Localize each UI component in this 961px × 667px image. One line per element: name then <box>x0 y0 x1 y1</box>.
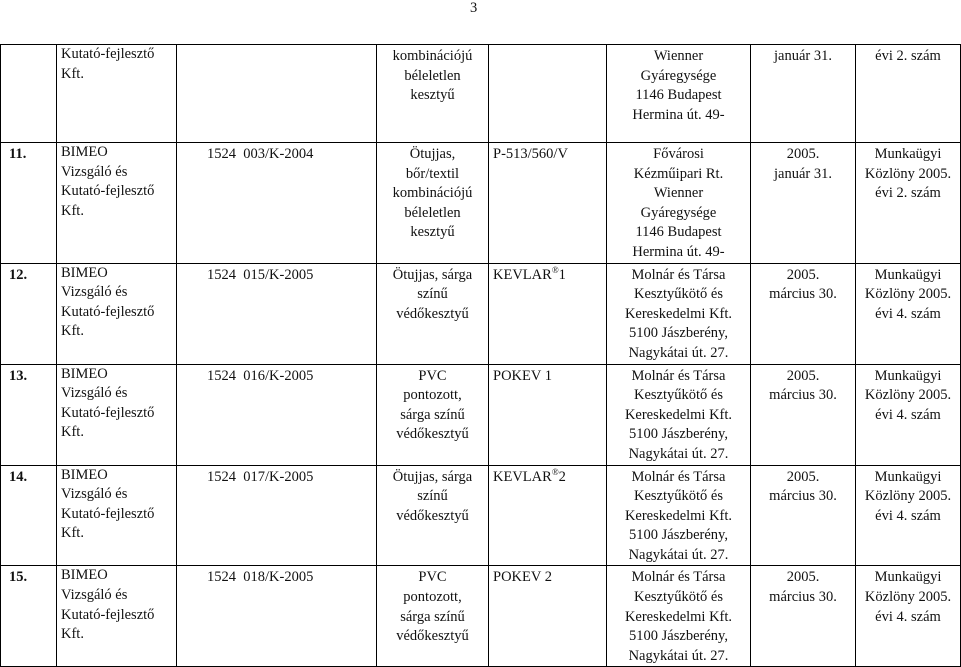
publication-cell <box>856 45 961 143</box>
manufacturer-line: Kereskedelmi Kft. <box>624 305 733 322</box>
testing-organization-line: Vizsgáló és <box>61 587 128 604</box>
publication-line: Közlöny 2005. <box>864 286 952 303</box>
manufacturer-line: Molnár és Társa <box>631 468 726 485</box>
publication-line: évi 4. szám <box>875 406 941 423</box>
product-type-cell <box>489 45 607 143</box>
row-number-cell <box>1 364 57 465</box>
table-row <box>1 465 961 566</box>
product-type: KEVLAR <box>493 266 552 283</box>
product-type-cell <box>489 566 607 667</box>
manufacturer-line: 1146 Budapest <box>635 87 722 104</box>
manufacturer-line: Nagykátai út. 27. <box>628 344 729 361</box>
registered-mark: ® <box>551 264 559 275</box>
testing-organization-line: Kft. <box>61 525 84 542</box>
row-number-cell <box>1 143 57 264</box>
product-description-line: védőkesztyű <box>396 628 469 645</box>
product-type-cell <box>489 364 607 465</box>
issue-date-cell <box>751 364 856 465</box>
product-description-line: védőkesztyű <box>396 305 469 322</box>
issue-date-cell <box>751 45 856 143</box>
testing-organization-line: Kft. <box>61 424 84 441</box>
testing-organization-line: Kutató-fejlesztő <box>61 505 155 522</box>
testing-organization-line: Kft. <box>61 626 84 643</box>
publication-cell <box>856 143 961 264</box>
product-description-line: sárga színű <box>400 608 465 625</box>
manufacturer-line: 5100 Jászberény, <box>629 527 728 544</box>
product-type-cell <box>489 143 607 264</box>
manufacturer-line: 5100 Jászberény, <box>629 325 728 342</box>
manufacturer-line: Nagykátai út. 27. <box>628 445 729 462</box>
issue-date-line: március 30. <box>769 286 837 303</box>
product-description-cell <box>377 465 489 566</box>
manufacturer-cell <box>607 364 751 465</box>
testing-organization-line: Kft. <box>61 65 84 82</box>
testing-organization-cell <box>57 263 177 364</box>
certificate-number: 1524 018/K-2005 <box>207 569 314 586</box>
testing-organization-cell <box>57 143 177 264</box>
row-number: 11. <box>9 146 27 162</box>
publication-line: évi 2. szám <box>875 48 941 64</box>
product-description-line: béleletlen <box>404 67 461 84</box>
certificate-number-cell <box>177 364 377 465</box>
issue-date-line: március 30. <box>769 387 837 404</box>
row-number: 12. <box>9 266 28 283</box>
manufacturer-line: Molnár és Társa <box>631 266 726 283</box>
publication-line: Közlöny 2005. <box>864 488 952 505</box>
manufacturer-cell <box>607 465 751 566</box>
issue-date-line: 2005. <box>786 569 820 586</box>
issue-date-line: március 30. <box>769 488 837 505</box>
issue-date-cell <box>751 465 856 566</box>
publication-cell <box>856 465 961 566</box>
certificate-table <box>0 44 961 667</box>
testing-organization-cell <box>57 566 177 667</box>
issue-date-line: január 31. <box>774 48 832 64</box>
manufacturer-line: 5100 Jászberény, <box>629 426 728 443</box>
table-row <box>1 143 961 264</box>
product-description-line: pontozott, <box>403 589 462 606</box>
manufacturer-line: Kesztyűkötő és <box>634 387 723 404</box>
issue-date-line: 2005. <box>786 468 820 485</box>
certificate-number: 1524 003/K-2004 <box>207 146 314 162</box>
product-type: POKEV 2 <box>493 569 552 586</box>
manufacturer-line: Molnár és Társa <box>631 367 726 384</box>
issue-date-line: 2005. <box>786 266 820 283</box>
publication-cell <box>856 364 961 465</box>
product-type: KEVLAR <box>493 468 552 485</box>
testing-organization-line: Vizsgáló és <box>61 163 128 180</box>
testing-organization-cell <box>57 364 177 465</box>
product-type-cell <box>489 263 607 364</box>
table-row <box>1 566 961 667</box>
testing-organization-line: BIMEO <box>61 567 108 584</box>
product-description-line: PVC <box>418 569 447 586</box>
publication-line: évi 4. szám <box>875 305 941 322</box>
product-description-line: Ötujjas, sárga <box>392 468 473 485</box>
certificate-number-cell <box>177 566 377 667</box>
certificate-number-cell <box>177 45 377 143</box>
certificate-number: 1524 016/K-2005 <box>207 367 314 384</box>
publication-cell <box>856 263 961 364</box>
certificate-number-cell <box>177 263 377 364</box>
publication-line: Munkaügyi <box>874 367 942 384</box>
manufacturer-line: Kesztyűkötő és <box>634 488 723 505</box>
testing-organization-cell <box>57 465 177 566</box>
table-row <box>1 45 961 143</box>
testing-organization-line: Kutató-fejlesztő <box>61 606 155 623</box>
manufacturer-line: Hermina út. 49- <box>632 106 725 123</box>
testing-organization-line: Kutató-fejlesztő <box>61 404 155 421</box>
product-description-line: kombinációjú <box>392 185 473 202</box>
manufacturer-line: Kereskedelmi Kft. <box>624 608 733 625</box>
manufacturer-line: Wienner <box>653 48 704 64</box>
manufacturer-cell <box>607 45 751 143</box>
product-description-line: PVC <box>418 367 447 384</box>
publication-line: évi 4. szám <box>875 608 941 625</box>
issue-date-line: március 30. <box>769 589 837 606</box>
table-row <box>1 364 961 465</box>
testing-organization-line: Vizsgáló és <box>61 385 128 402</box>
publication-line: évi 4. szám <box>875 507 941 524</box>
row-number: 15. <box>9 569 28 586</box>
manufacturer-line: 5100 Jászberény, <box>629 628 728 645</box>
registered-mark: ® <box>551 466 559 477</box>
manufacturer-line: 1146 Budapest <box>635 224 722 241</box>
certificate-number: 1524 017/K-2005 <box>207 468 314 485</box>
testing-organization-line: Kutató-fejlesztő <box>61 46 155 62</box>
publication-line: Munkaügyi <box>874 266 942 283</box>
product-type: POKEV 1 <box>493 367 552 384</box>
testing-organization-cell <box>57 45 177 143</box>
testing-organization-line: Kutató-fejlesztő <box>61 303 155 320</box>
product-type: P-513/560/V <box>493 146 568 162</box>
page-number: 3 <box>470 0 478 16</box>
product-description-cell <box>377 364 489 465</box>
product-description-cell <box>377 263 489 364</box>
manufacturer-line: Kesztyűkötő és <box>634 589 723 606</box>
testing-organization-line: Kft. <box>61 323 84 340</box>
testing-organization-line: BIMEO <box>61 466 108 483</box>
testing-organization-line: Vizsgáló és <box>61 284 128 301</box>
manufacturer-line: Kereskedelmi Kft. <box>624 406 733 423</box>
product-type-suffix: 2 <box>558 468 566 485</box>
manufacturer-cell <box>607 263 751 364</box>
publication-line: Közlöny 2005. <box>864 387 952 404</box>
manufacturer-line: Fővárosi <box>653 146 704 162</box>
issue-date-cell <box>751 263 856 364</box>
testing-organization-line: BIMEO <box>61 264 108 281</box>
manufacturer-line: Hermina út. 49- <box>632 243 725 260</box>
product-description-line: kombinációjú <box>392 48 473 64</box>
manufacturer-line: Kesztyűkötő és <box>634 286 723 303</box>
product-type-cell <box>489 465 607 566</box>
issue-date-line: 2005. <box>786 146 820 162</box>
testing-organization-line: Vizsgáló és <box>61 486 128 503</box>
certificate-number-cell <box>177 465 377 566</box>
row-number-cell <box>1 45 57 143</box>
publication-line: Közlöny 2005. <box>864 589 952 606</box>
product-type-suffix: 1 <box>558 266 566 283</box>
publication-line: Munkaügyi <box>874 468 942 485</box>
product-description-cell <box>377 143 489 264</box>
product-description-line: Ötujjas, sárga <box>392 266 473 283</box>
certificate-number: 1524 015/K-2005 <box>207 266 314 283</box>
product-description-line: sárga színű <box>400 406 465 423</box>
manufacturer-line: Gyáregysége <box>640 67 717 84</box>
manufacturer-line: Kézműipari Rt. <box>633 165 724 182</box>
product-description-line: védőkesztyű <box>396 507 469 524</box>
row-number-cell <box>1 263 57 364</box>
product-description-line: színű <box>417 488 448 505</box>
product-description-line: béleletlen <box>404 204 461 221</box>
manufacturer-line: Gyáregysége <box>640 204 717 221</box>
testing-organization-line: Kutató-fejlesztő <box>61 183 155 200</box>
row-number: 13. <box>9 367 28 384</box>
testing-organization-line: Kft. <box>61 202 84 219</box>
issue-date-cell <box>751 143 856 264</box>
product-description-line: színű <box>417 286 448 303</box>
publication-line: évi 2. szám <box>875 185 941 202</box>
publication-line: Munkaügyi <box>874 569 942 586</box>
manufacturer-cell <box>607 143 751 264</box>
table-row <box>1 263 961 364</box>
product-description-line: pontozott, <box>403 387 462 404</box>
manufacturer-line: Nagykátai út. 27. <box>628 546 729 563</box>
testing-organization-line: BIMEO <box>61 365 108 382</box>
product-description-line: védőkesztyű <box>396 426 469 443</box>
publication-cell <box>856 566 961 667</box>
manufacturer-line: Molnár és Társa <box>631 569 726 586</box>
row-number-cell <box>1 566 57 667</box>
manufacturer-line: Nagykátai út. 27. <box>628 647 729 664</box>
issue-date-line: január 31. <box>774 165 832 182</box>
product-description-line: Ötujjas, <box>409 146 456 162</box>
publication-line: Közlöny 2005. <box>864 165 952 182</box>
row-number-cell <box>1 465 57 566</box>
publication-line: Munkaügyi <box>874 146 942 162</box>
manufacturer-line: Wienner <box>653 185 704 202</box>
manufacturer-line: Kereskedelmi Kft. <box>624 507 733 524</box>
certificate-number-cell <box>177 143 377 264</box>
product-description-cell <box>377 45 489 143</box>
product-description-line: kesztyű <box>410 224 455 241</box>
issue-date-cell <box>751 566 856 667</box>
row-number: 14. <box>9 468 28 485</box>
product-description-line: bőr/textil <box>405 165 460 182</box>
manufacturer-cell <box>607 566 751 667</box>
issue-date-line: 2005. <box>786 367 820 384</box>
product-description-cell <box>377 566 489 667</box>
product-description-line: kesztyű <box>410 87 455 104</box>
testing-organization-line: BIMEO <box>61 144 108 160</box>
